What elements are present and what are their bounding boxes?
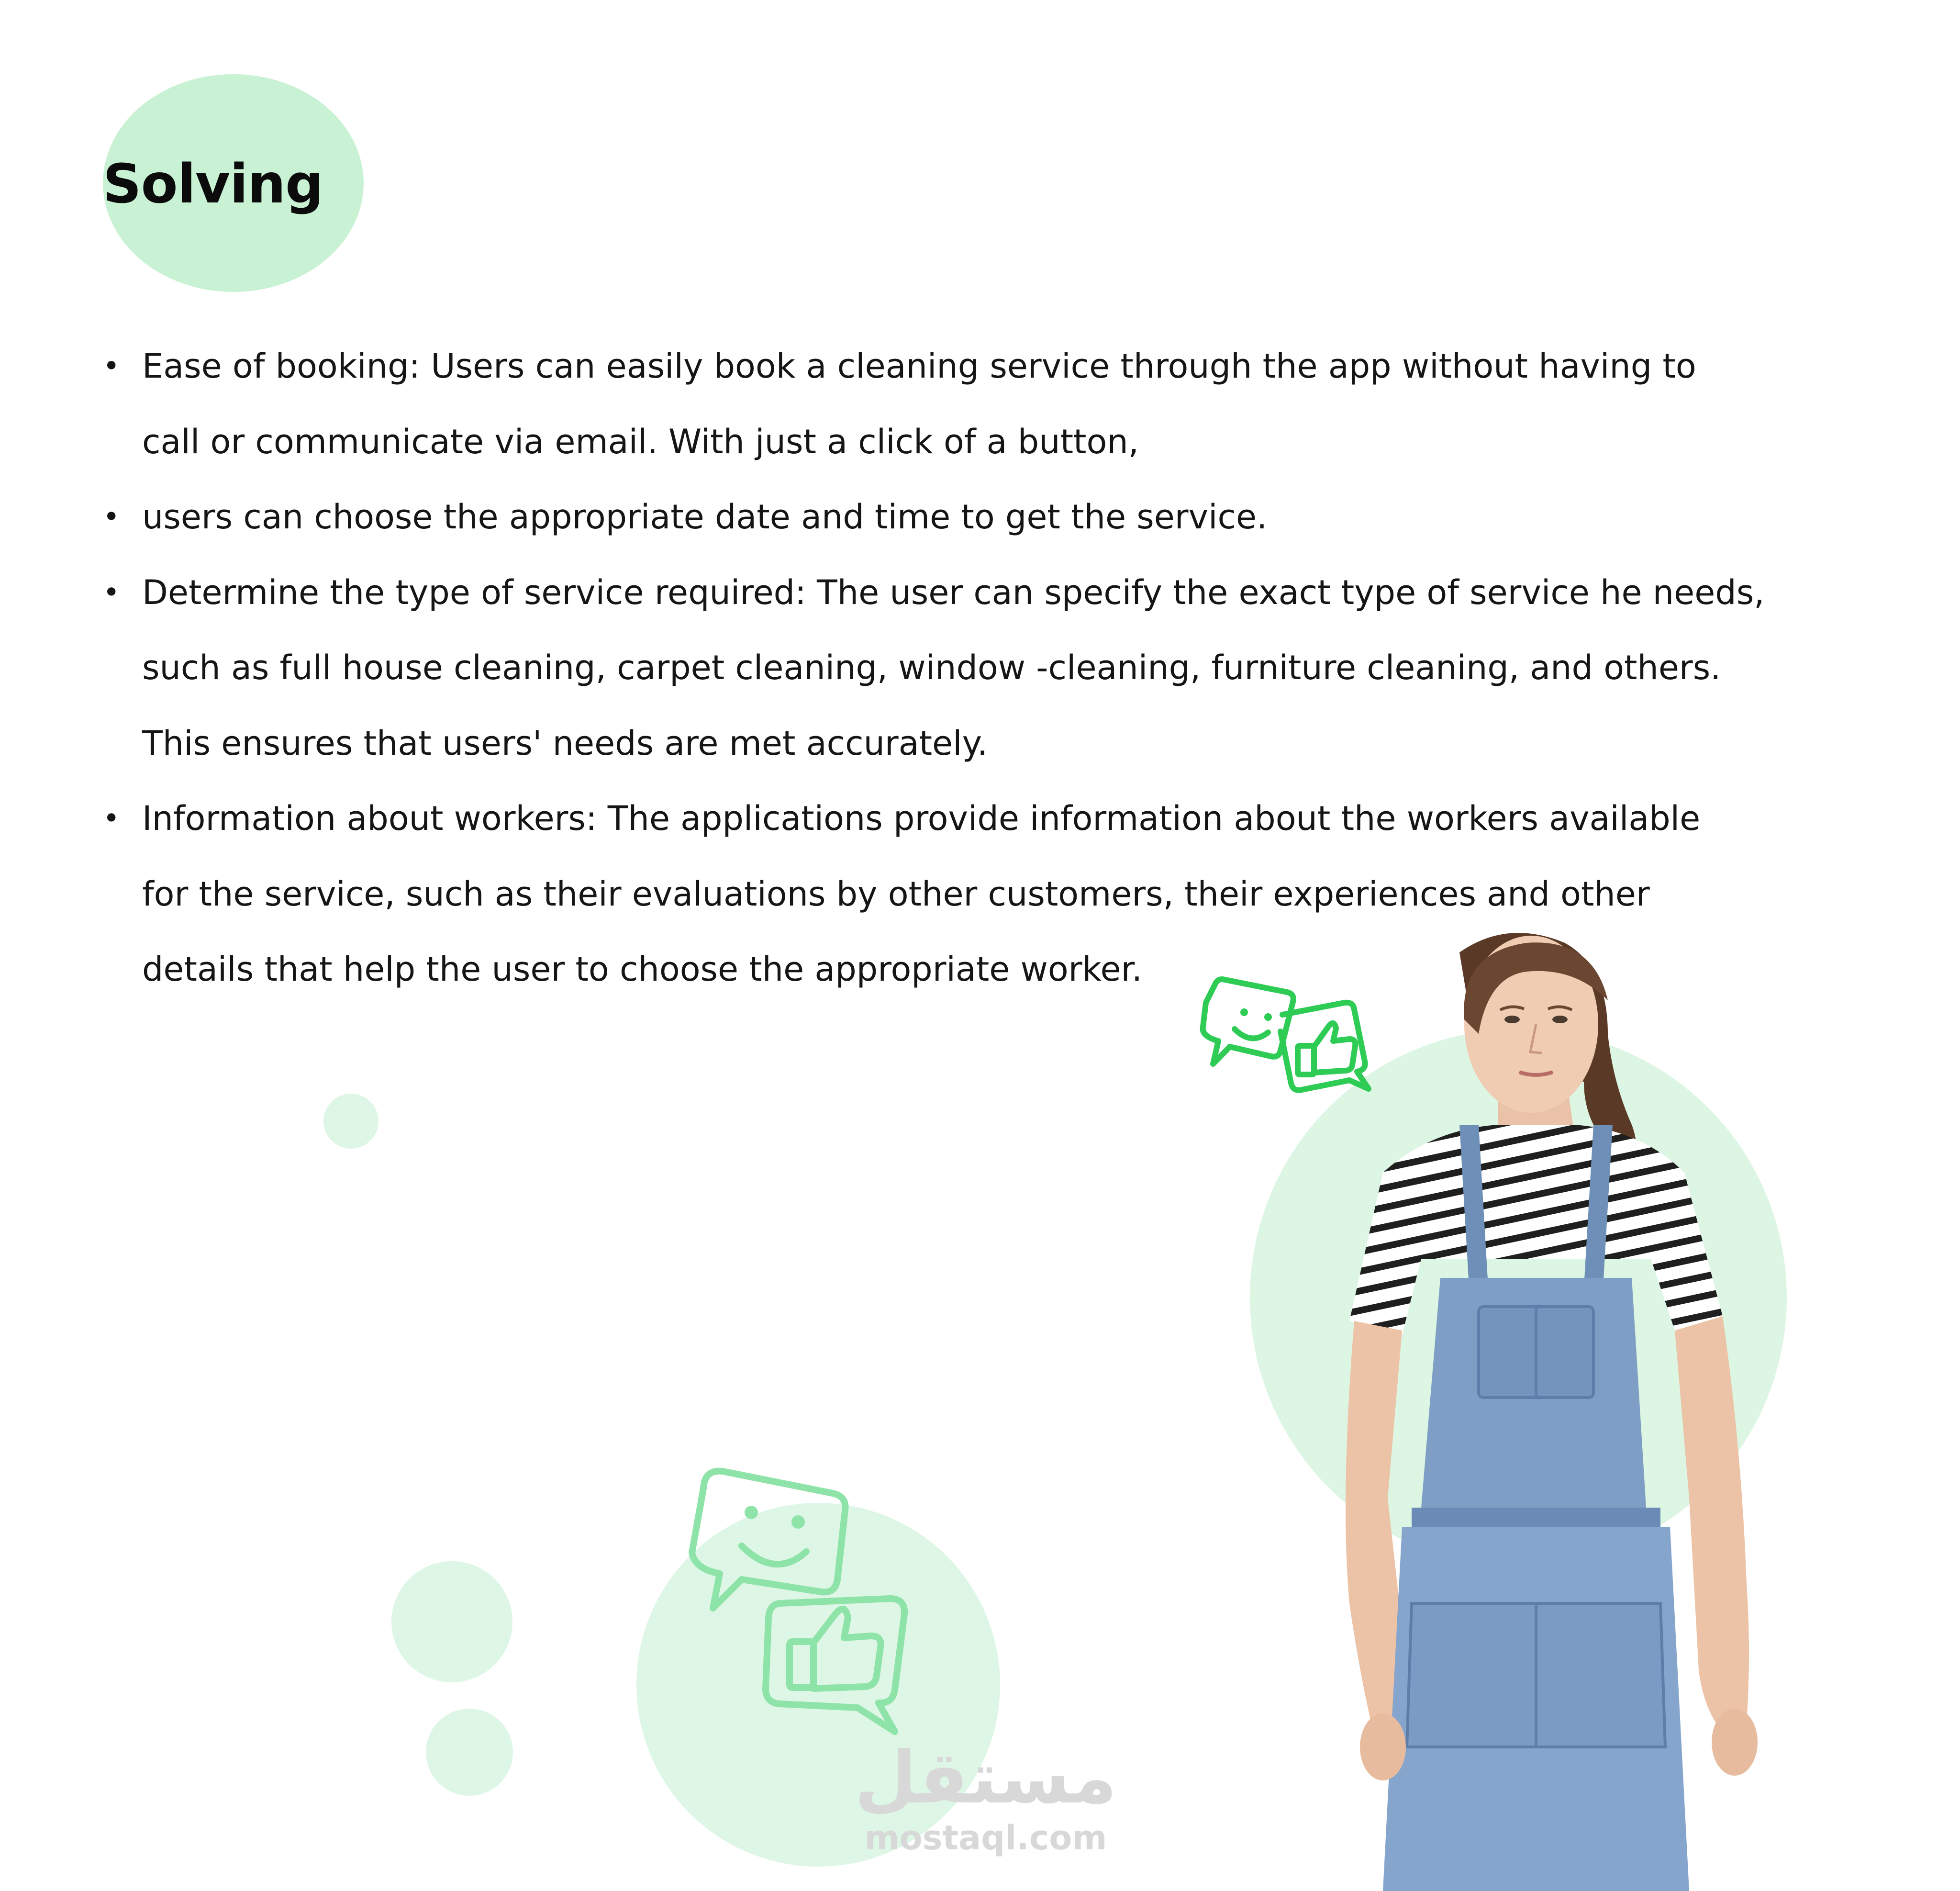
list-item-line: This ensures that users' needs are met accurately. <box>142 723 988 763</box>
decor-circle-small <box>323 1094 379 1149</box>
list-item <box>103 329 1806 480</box>
solutions-list <box>103 329 1806 1007</box>
decor-circle-medium <box>391 1561 512 1682</box>
watermark <box>852 1737 1120 1857</box>
list-item-line: such as full house cleaning, carpet cleaning, window -cleaning, furniture cleaning, and others. <box>142 648 1721 687</box>
list-item-line: details that help the user to choose the appropriate worker. <box>142 950 1143 989</box>
list-item-line: Information about workers: The applications provide information about the workers available <box>142 799 1701 838</box>
list-item-line: for the service, such as their evaluations by other customers, their experiences and other <box>142 874 1650 914</box>
bullet-dot: • <box>103 575 120 609</box>
list-item-line: call or communicate via email. With just a click of a button, <box>142 422 1139 461</box>
bullet-dot: • <box>103 349 120 383</box>
bullet-dot: • <box>103 802 120 835</box>
watermark-url: mostaql.com <box>864 1818 1107 1857</box>
watermark-arabic: مستقل <box>854 1736 1117 1820</box>
list-item-line: Determine the type of service required: The user can specify the exact type of service he needs, <box>142 572 1765 612</box>
smiley-thumbs-up-chat-icon <box>670 1450 919 1757</box>
decor-circle-low <box>426 1709 513 1796</box>
list-item <box>103 555 1806 782</box>
page-title: Solving <box>103 153 323 215</box>
list-item-line: Ease of booking: Users can easily book a cleaning service through the app without having to <box>142 347 1696 386</box>
list-item-line: users can choose the appropriate date and time to get the service. <box>142 497 1268 537</box>
cleaner-woman-illustration <box>1230 924 1814 1891</box>
bullet-dot: • <box>103 500 120 534</box>
list-item <box>103 480 1806 555</box>
